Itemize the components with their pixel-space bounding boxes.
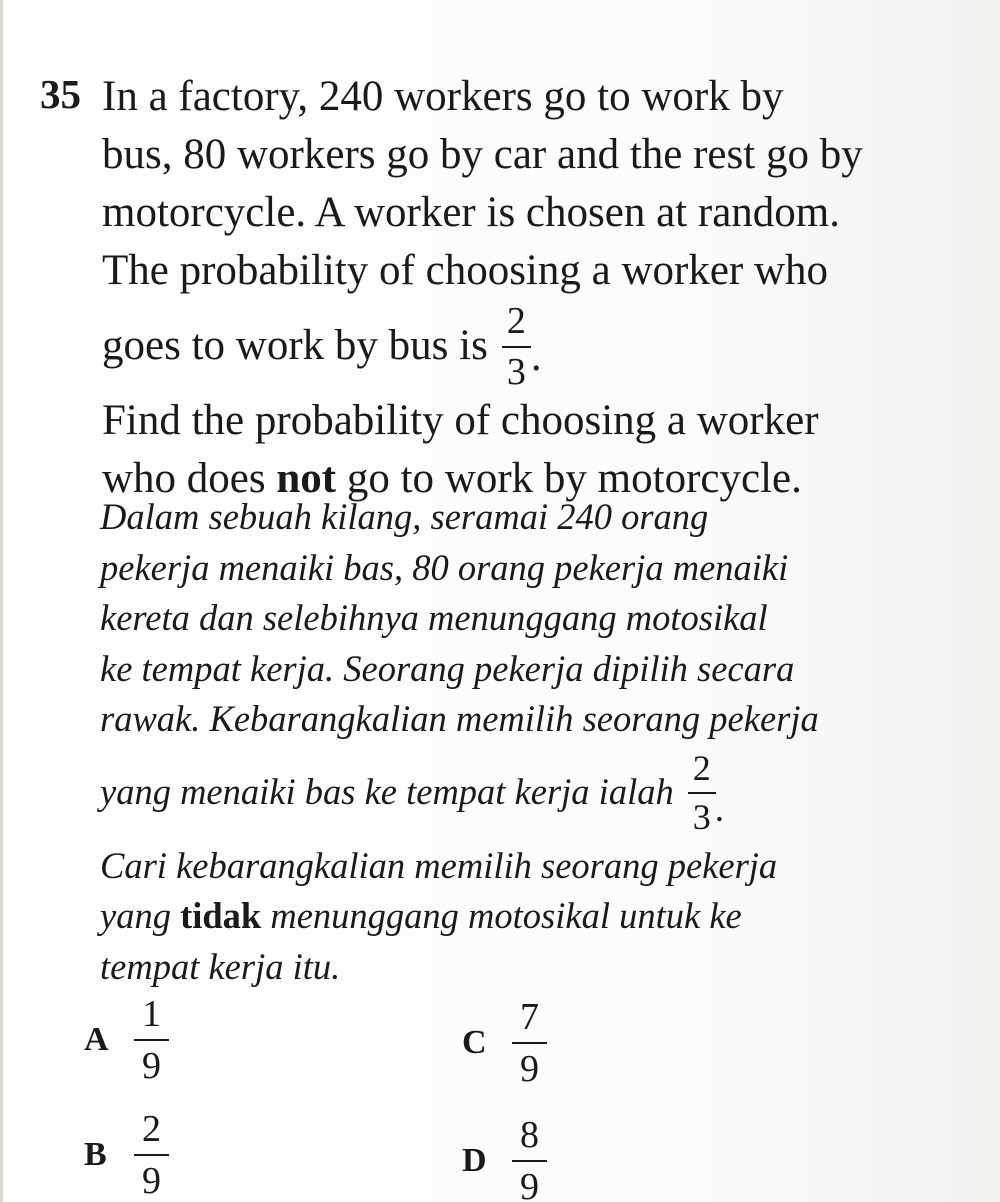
- malay-line-5: rawak. Kebarangkalian memilih seorang pekerja: [100, 698, 819, 739]
- english-question-text: [102, 68, 892, 508]
- english-fraction: [502, 299, 531, 393]
- fraction-denominator: 3: [502, 346, 531, 391]
- option-denominator: 9: [512, 1160, 547, 1202]
- option-fraction: [512, 1116, 547, 1202]
- malay-line-8-pre: yang: [100, 895, 181, 936]
- option-fraction: [134, 1110, 169, 1200]
- malay-fraction: [688, 750, 716, 835]
- english-line-1: In a factory, 240 workers go to work by: [102, 73, 784, 120]
- english-line-4: The probability of choosing a worker who: [102, 247, 829, 294]
- malay-line-4: ke tempat kerja. Seorang pekerja dipilih secara: [100, 647, 795, 689]
- option-fraction: [134, 995, 169, 1085]
- fraction-denominator: 3: [688, 792, 716, 835]
- malay-line-6-text: yang menaiki bas ke tempat kerja ialah: [100, 771, 674, 813]
- english-line-7-post: go to work by motorcycle.: [336, 455, 802, 502]
- option-denominator: 9: [512, 1042, 547, 1088]
- option-numerator: 8: [520, 1114, 539, 1156]
- option-numerator: 7: [520, 996, 539, 1038]
- malay-line-2: pekerja menaiki bas, 80 orang pekerja menaiki: [100, 546, 789, 588]
- option-a[interactable]: [84, 995, 169, 1085]
- page-edge: [0, 0, 3, 1202]
- malay-line-8: [100, 891, 890, 942]
- english-line-6: Find the probability of choosing a worker: [102, 397, 819, 444]
- malay-tidak-keyword: tidak: [180, 895, 262, 936]
- malay-line-6: [100, 745, 890, 841]
- fraction-numerator: 2: [506, 299, 526, 342]
- option-denominator: 9: [134, 1154, 169, 1200]
- malay-line-3: kereta dan selebihnya menunggang motosikal: [100, 597, 768, 638]
- english-line-5-end: .: [530, 333, 542, 380]
- malay-line-6-end: .: [715, 788, 725, 829]
- question-number: 35: [40, 71, 81, 117]
- malay-question-text: [100, 492, 890, 992]
- option-letter: D: [462, 1142, 487, 1179]
- option-letter: C: [462, 1024, 487, 1061]
- option-letter: B: [84, 1136, 107, 1173]
- english-line-2: bus, 80 workers go by car and the rest go by: [102, 131, 863, 178]
- malay-line-1: Dalam sebuah kilang, seramai 240 orang: [100, 496, 709, 537]
- option-c[interactable]: [462, 998, 547, 1088]
- malay-line-8-post: menunggang motosikal untuk ke: [261, 895, 742, 936]
- english-not-keyword: not: [276, 455, 337, 502]
- fraction-numerator: 2: [692, 748, 711, 788]
- option-d[interactable]: [462, 1116, 547, 1202]
- malay-line-7: Cari kebarangkalian memilih seorang pekerja: [100, 844, 778, 886]
- english-line-7-pre: who does: [102, 455, 277, 502]
- option-numerator: 2: [142, 1108, 161, 1150]
- option-fraction: [512, 998, 547, 1088]
- option-letter: A: [84, 1021, 109, 1058]
- english-line-5-text: goes to work by bus is: [102, 322, 488, 369]
- option-b[interactable]: [84, 1110, 169, 1200]
- malay-line-9: tempat kerja itu.: [100, 945, 341, 987]
- english-line-3: motorcycle. A worker is chosen at random.: [102, 189, 840, 236]
- option-numerator: 1: [142, 993, 161, 1035]
- english-line-5: [102, 300, 892, 392]
- option-denominator: 9: [134, 1039, 169, 1085]
